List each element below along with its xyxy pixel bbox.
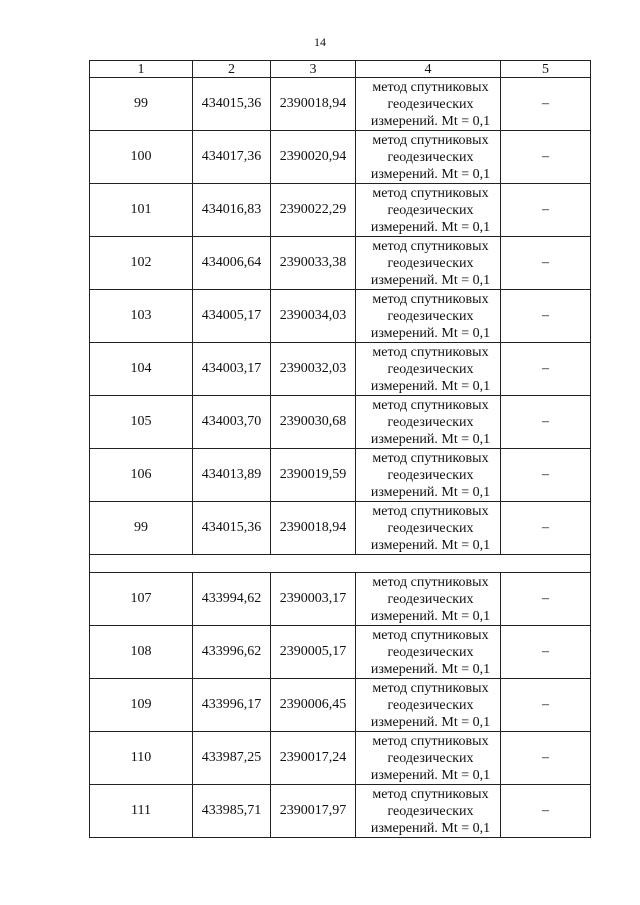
coordinate-x: 434015,36: [193, 78, 271, 131]
method-description: [356, 396, 501, 449]
method-line: геодезических: [387, 414, 474, 430]
column-header-5: 5: [501, 61, 591, 78]
coordinate-x: 434003,70: [193, 396, 271, 449]
method-line: геодезических: [387, 202, 474, 218]
method-line: геодезических: [387, 803, 474, 819]
note-dash: –: [501, 131, 591, 184]
method-line: геодезических: [387, 697, 474, 713]
note-dash: –: [501, 237, 591, 290]
method-line: геодезических: [387, 255, 474, 271]
column-header-3: 3: [271, 61, 356, 78]
table-row: [90, 237, 591, 290]
coordinate-y: 2390033,38: [271, 237, 356, 290]
method-line: метод спутниковых: [372, 680, 489, 696]
method-line: геодезических: [387, 750, 474, 766]
note-dash: –: [501, 573, 591, 626]
method-line: измерений. Mt = 0,1: [370, 661, 491, 677]
method-line: измерений. Mt = 0,1: [370, 767, 491, 783]
coordinate-x: 434006,64: [193, 237, 271, 290]
method-description: [356, 502, 501, 555]
method-line: метод спутниковых: [372, 627, 489, 643]
method-line: геодезических: [387, 361, 474, 377]
coordinate-x: 434016,83: [193, 184, 271, 237]
group-separator-row: [90, 555, 591, 573]
table-header-row: [90, 61, 591, 78]
note-dash: –: [501, 679, 591, 732]
note-dash: –: [501, 396, 591, 449]
point-number: 105: [90, 396, 193, 449]
table-row: [90, 396, 591, 449]
method-line: метод спутниковых: [372, 503, 489, 519]
method-line: измерений. Mt = 0,1: [370, 820, 491, 836]
coordinate-x: 433996,17: [193, 679, 271, 732]
point-number: 111: [90, 785, 193, 838]
method-line: метод спутниковых: [372, 79, 489, 95]
method-line: метод спутниковых: [372, 291, 489, 307]
table-row: [90, 502, 591, 555]
point-number: 108: [90, 626, 193, 679]
table-row: [90, 626, 591, 679]
point-number: 106: [90, 449, 193, 502]
method-description: [356, 343, 501, 396]
point-number: 109: [90, 679, 193, 732]
table-row: [90, 343, 591, 396]
method-line: метод спутниковых: [372, 450, 489, 466]
table-row: [90, 785, 591, 838]
coordinate-y: 2390018,94: [271, 78, 356, 131]
point-number: 102: [90, 237, 193, 290]
table-row: [90, 184, 591, 237]
coordinate-y: 2390018,94: [271, 502, 356, 555]
coordinate-x: 433985,71: [193, 785, 271, 838]
coordinate-y: 2390020,94: [271, 131, 356, 184]
coordinate-y: 2390032,03: [271, 343, 356, 396]
method-line: измерений. Mt = 0,1: [370, 272, 491, 288]
table-row: [90, 131, 591, 184]
method-description: [356, 732, 501, 785]
coordinate-x: 434017,36: [193, 131, 271, 184]
method-line: измерений. Mt = 0,1: [370, 484, 491, 500]
coordinate-y: 2390022,29: [271, 184, 356, 237]
method-line: геодезических: [387, 96, 474, 112]
point-number: 100: [90, 131, 193, 184]
point-number: 103: [90, 290, 193, 343]
method-line: измерений. Mt = 0,1: [370, 714, 491, 730]
column-header-4: 4: [356, 61, 501, 78]
method-line: метод спутниковых: [372, 786, 489, 802]
method-line: измерений. Mt = 0,1: [370, 378, 491, 394]
coordinate-y: 2390003,17: [271, 573, 356, 626]
method-description: [356, 573, 501, 626]
method-description: [356, 290, 501, 343]
note-dash: –: [501, 785, 591, 838]
coordinate-y: 2390006,45: [271, 679, 356, 732]
table-row: [90, 732, 591, 785]
table-row: [90, 573, 591, 626]
coordinate-x: 434015,36: [193, 502, 271, 555]
note-dash: –: [501, 343, 591, 396]
coordinate-y: 2390017,24: [271, 732, 356, 785]
coordinate-y: 2390005,17: [271, 626, 356, 679]
method-line: метод спутниковых: [372, 132, 489, 148]
method-description: [356, 131, 501, 184]
coordinate-x: 434003,17: [193, 343, 271, 396]
coordinate-x: 433987,25: [193, 732, 271, 785]
method-line: измерений. Mt = 0,1: [370, 219, 491, 235]
page-number: 14: [314, 35, 326, 49]
method-line: геодезических: [387, 644, 474, 660]
note-dash: –: [501, 732, 591, 785]
note-dash: –: [501, 184, 591, 237]
column-header-1: 1: [90, 61, 193, 78]
method-description: [356, 679, 501, 732]
coordinate-x: 433996,62: [193, 626, 271, 679]
method-line: измерений. Mt = 0,1: [370, 537, 491, 553]
coordinates-table: [89, 60, 591, 838]
method-line: измерений. Mt = 0,1: [370, 113, 491, 129]
point-number: 104: [90, 343, 193, 396]
method-line: измерений. Mt = 0,1: [370, 431, 491, 447]
method-line: метод спутниковых: [372, 574, 489, 590]
point-number: 110: [90, 732, 193, 785]
table-row: [90, 679, 591, 732]
coordinate-y: 2390034,03: [271, 290, 356, 343]
table-row: [90, 78, 591, 131]
method-line: геодезических: [387, 308, 474, 324]
coordinate-y: 2390030,68: [271, 396, 356, 449]
coordinate-x: 434005,17: [193, 290, 271, 343]
method-description: [356, 449, 501, 502]
method-description: [356, 626, 501, 679]
note-dash: –: [501, 78, 591, 131]
point-number: 107: [90, 573, 193, 626]
method-line: метод спутниковых: [372, 397, 489, 413]
method-line: геодезических: [387, 467, 474, 483]
method-line: измерений. Mt = 0,1: [370, 325, 491, 341]
note-dash: –: [501, 626, 591, 679]
method-line: метод спутниковых: [372, 733, 489, 749]
point-number: 101: [90, 184, 193, 237]
method-description: [356, 184, 501, 237]
method-description: [356, 237, 501, 290]
method-line: геодезических: [387, 149, 474, 165]
method-line: измерений. Mt = 0,1: [370, 166, 491, 182]
note-dash: –: [501, 290, 591, 343]
method-line: метод спутниковых: [372, 238, 489, 254]
method-line: геодезических: [387, 591, 474, 607]
separator-cell: [90, 555, 591, 573]
method-line: измерений. Mt = 0,1: [370, 608, 491, 624]
note-dash: –: [501, 502, 591, 555]
coordinate-x: 434013,89: [193, 449, 271, 502]
point-number: 99: [90, 78, 193, 131]
method-description: [356, 78, 501, 131]
method-line: метод спутниковых: [372, 185, 489, 201]
table-row: [90, 290, 591, 343]
coordinate-x: 433994,62: [193, 573, 271, 626]
table-row: [90, 449, 591, 502]
coordinate-y: 2390017,97: [271, 785, 356, 838]
method-line: геодезических: [387, 520, 474, 536]
method-line: метод спутниковых: [372, 344, 489, 360]
method-description: [356, 785, 501, 838]
coordinate-y: 2390019,59: [271, 449, 356, 502]
note-dash: –: [501, 449, 591, 502]
column-header-2: 2: [193, 61, 271, 78]
point-number: 99: [90, 502, 193, 555]
